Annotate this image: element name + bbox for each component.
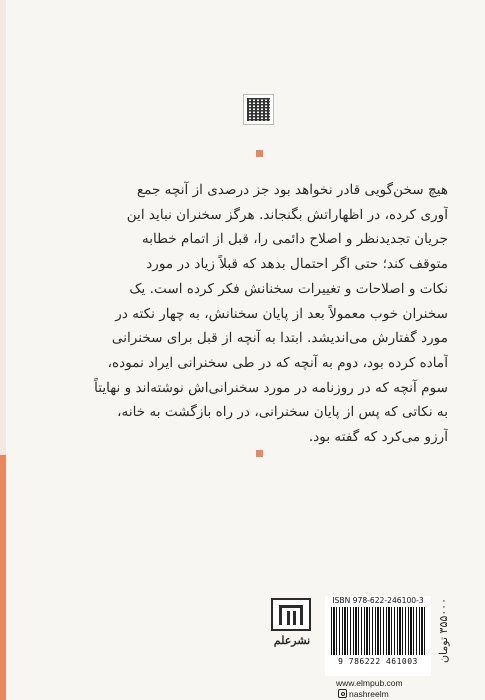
price-label: ۳۵۵۰۰۰ تومان <box>437 598 450 664</box>
text-line: هیچ سخن‌گویی قادر نخواهد بود جز درصدی از آنچه جمع <box>136 182 448 198</box>
text-line: آوری کرده، در اظهاراتش بگنجاند. هرگز سخنران نباید این <box>126 206 448 223</box>
text-line: نکات و اصلاحات و تغییرات سخنانش فکر کرده است. یک <box>129 280 448 297</box>
publisher-name: نشرعلم <box>273 634 311 647</box>
instagram-handle[interactable] <box>338 689 389 699</box>
barcode-digits: 9 786222 461003 <box>338 657 418 666</box>
text-line: مورد گفتارش می‌اندیشد. ابتدا به آنچه از قبل برای سخنرانی <box>111 330 448 347</box>
text-line: به نکاتی که پس از پایان سخنرانی، در راه بازگشت به خانه، <box>117 404 448 421</box>
decorative-square-top <box>256 150 263 157</box>
text-line: سخنران خوب معمولاً بعد از پایان سخنانش، به چهار نکته در <box>115 305 448 322</box>
text-line: آرزو می‌کرد که گفته بود. <box>308 429 448 446</box>
decorative-square-bottom <box>256 450 263 457</box>
instagram-icon <box>338 689 347 698</box>
text-line: متوقف کند؛ حتی اگر احتمال بدهد که قبلاً زیاد در مورد <box>146 256 448 273</box>
spine-accent-stripe <box>0 455 6 700</box>
barcode-panel <box>325 596 431 676</box>
website-link[interactable]: www.elmpub.com <box>336 678 403 688</box>
text-line: جریان تجدیدنظر و اصلاح دائمی را، قبل از اتمام خطابه <box>141 231 448 248</box>
qr-code-icon <box>243 94 274 125</box>
text-line: آماده کرده بود، دوم به آنچه که در طی سخنرانی ایراد نموده، <box>107 354 448 371</box>
instagram-handle-text: nashreelm <box>349 689 389 699</box>
barcode-icon <box>331 607 425 655</box>
text-line: سوم آنچه که در روزنامه در مورد سخنرانی‌اش نوشته‌اند و نهایتاً <box>94 379 448 396</box>
back-cover-text <box>38 178 448 450</box>
isbn-label: ISBN 978-622-246100-3 <box>332 596 424 605</box>
publisher-logo-icon <box>271 598 311 631</box>
